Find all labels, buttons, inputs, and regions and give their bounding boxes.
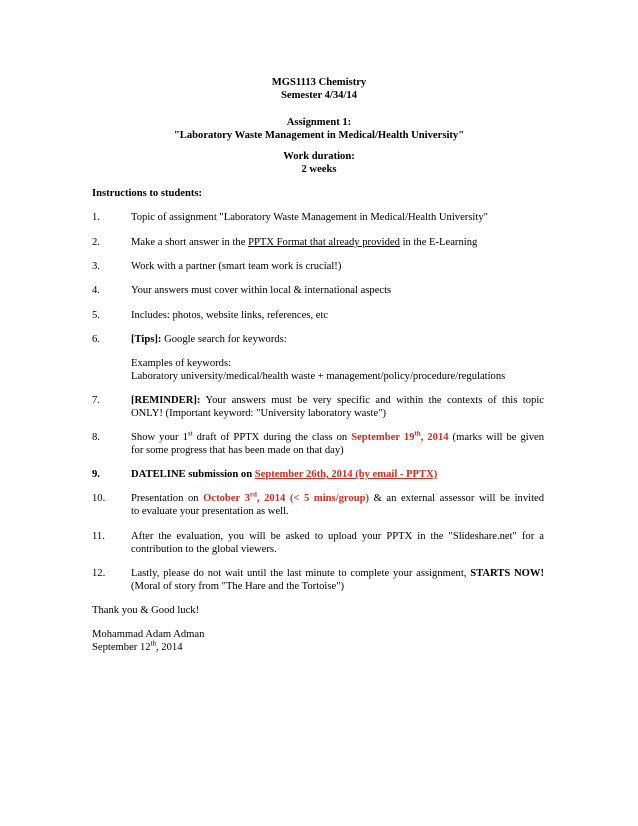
- submission-deadline: September 26th, 2014 (by email - PPTX): [254, 469, 438, 480]
- item-8-pre: Show your 1: [131, 432, 188, 443]
- semester-line: Semester 4/34/14: [280, 90, 357, 101]
- instructions-heading: Instructions to students:: [92, 188, 203, 199]
- item-8-post: (marks will be given: [448, 432, 544, 443]
- item-10-pre: Presentation on: [131, 493, 204, 504]
- item-1-text: Topic of assignment "Laboratory Waste Management in Medical/Health University": [131, 212, 488, 223]
- pptx-format-link[interactable]: PPTX Format that already provided: [248, 237, 400, 248]
- tips-label: [Tips]:: [131, 334, 162, 345]
- item-7-line-1: [131, 394, 544, 408]
- presentation-date: [203, 493, 369, 504]
- duration-value: 2 weeks: [301, 164, 337, 175]
- item-number: 5.: [92, 310, 100, 321]
- presentation-date-text: October 3: [203, 493, 250, 504]
- draft-date-year: , 2014: [420, 432, 449, 443]
- author-name: Mohammad Adam Adman: [92, 629, 205, 640]
- duration-label: Work duration:: [283, 151, 355, 162]
- closing-line: Thank you & Good luck!: [92, 605, 200, 616]
- ordinal-suffix: st: [187, 431, 193, 438]
- examples-label: Examples of keywords:: [131, 358, 232, 369]
- item-10-line-1: [131, 492, 544, 506]
- assignment-number: Assignment 1:: [286, 117, 352, 128]
- item-number: 6.: [92, 334, 100, 345]
- item-11-line-1: After the evaluation, you will be asked to upload your PPTX in the "Slideshare.net" for a: [131, 531, 544, 542]
- item-2-text: [131, 236, 477, 250]
- item-3-text: Work with a partner (smart team work is crucial!): [131, 261, 342, 272]
- signature-date-year: , 2014: [156, 642, 183, 653]
- draft-date: [351, 432, 448, 443]
- draft-date-text: September 19: [351, 432, 415, 443]
- starts-now: STARTS NOW!: [470, 568, 544, 579]
- item-number: 4.: [92, 285, 100, 296]
- item-10-line-2: to evaluate your presentation as well.: [131, 506, 289, 517]
- tips-text: Google search for keywords:: [161, 334, 287, 345]
- item-number: 10.: [92, 493, 106, 504]
- signature-date-text: September 12: [92, 642, 151, 653]
- assignment-topic: "Laboratory Waste Management in Medical/Health University": [173, 130, 465, 141]
- item-9-text: [131, 468, 437, 482]
- ordinal-suffix: rd: [249, 492, 257, 499]
- item-number: 2.: [92, 237, 100, 248]
- ordinal-suffix: th: [150, 639, 156, 648]
- item-12-line-2: (Moral of story from "The Hare and the Tortoise"): [131, 581, 345, 592]
- item-8-mid: draft of PPTX during the class on: [192, 432, 352, 443]
- item-number: 11.: [92, 531, 105, 542]
- item-12-line-1: [131, 567, 544, 581]
- dateline-label: DATELINE submission on: [131, 469, 255, 480]
- course-title: MGS1113 Chemistry: [271, 77, 367, 88]
- item-8-line-2: for some progress that has been made on that day): [131, 445, 344, 456]
- item-number: 3.: [92, 261, 100, 272]
- reminder-text: Your answers must be very specific and within the contexts of this topic: [200, 395, 544, 406]
- item-11-line-2: contribution to the global viewers.: [131, 544, 277, 555]
- item-2-pre: Make a short answer in the: [131, 237, 249, 248]
- item-4-text: Your answers must cover within local & international aspects: [131, 285, 392, 296]
- item-number: 12.: [92, 568, 106, 579]
- item-2-post: in the E-Learning: [399, 237, 478, 248]
- item-8-line-1: [131, 431, 544, 445]
- item-6-text: [131, 333, 287, 347]
- item-number: 1.: [92, 212, 100, 223]
- ordinal-suffix: th: [414, 431, 421, 438]
- reminder-label: [REMINDER]:: [131, 395, 201, 406]
- item-12-text: Lastly, please do not wait until the last minute to complete your assignment,: [131, 568, 471, 579]
- item-number: 9.: [92, 469, 100, 480]
- item-10-post: & an external assessor will be invited: [369, 493, 544, 504]
- item-number: 8.: [92, 432, 100, 443]
- examples-keywords: Laboratory university/medical/health waste + management/policy/procedure/regulations: [131, 371, 506, 382]
- item-number: 7.: [92, 395, 100, 406]
- signature-date: [92, 641, 182, 655]
- item-5-text: Includes: photos, website links, references, etc: [131, 310, 329, 321]
- presentation-date-detail: , 2014 (< 5 mins/group): [256, 493, 370, 504]
- item-7-line-2: ONLY! (Important keyword: "University laboratory waste"): [131, 408, 386, 419]
